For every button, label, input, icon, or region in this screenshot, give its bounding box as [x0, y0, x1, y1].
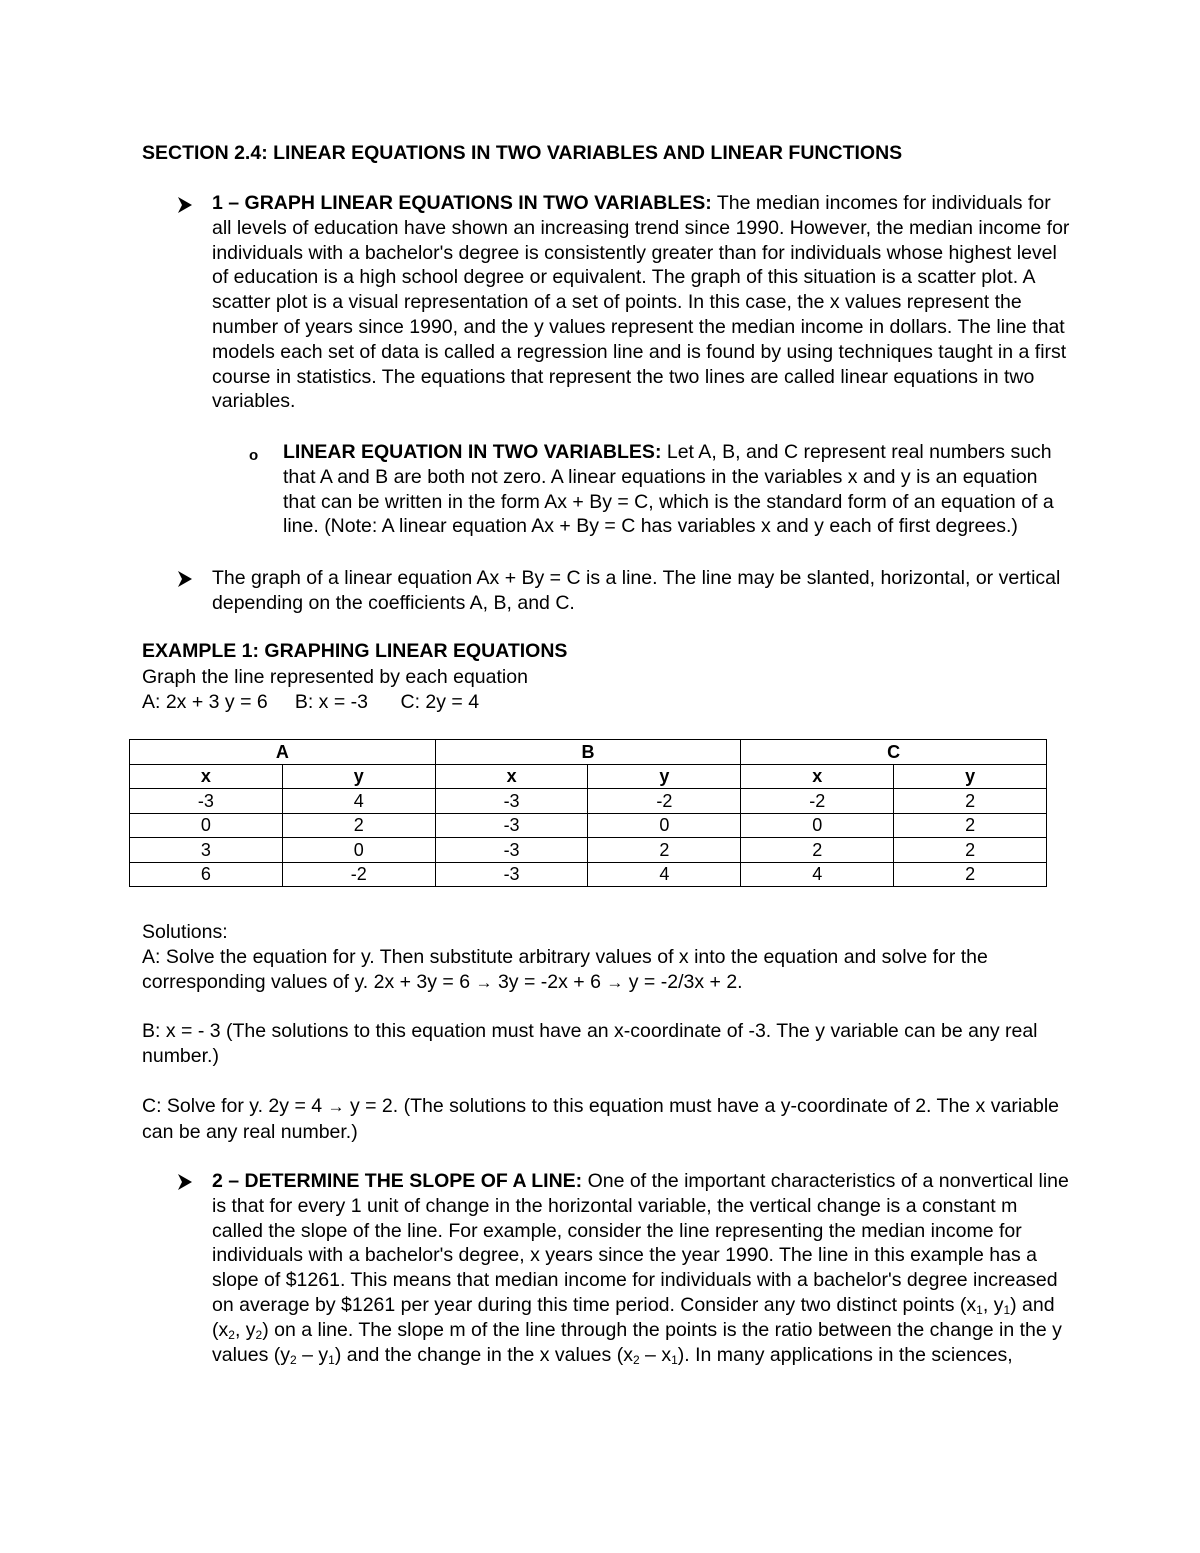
- implies-arrow-icon: →: [606, 972, 624, 992]
- bullet-heading: 1 – GRAPH LINEAR EQUATIONS IN TWO VARIABLES:: [212, 192, 712, 214]
- solution-a-step: y = -2/3x + 2.: [628, 970, 743, 993]
- table-cell: 6: [130, 862, 283, 887]
- table-row: [130, 789, 1047, 814]
- subscript: 2: [632, 1352, 640, 1367]
- table-row: [130, 862, 1047, 887]
- subscript: 1: [1003, 1302, 1011, 1317]
- bullet-body: ). In many applications in the sciences,: [677, 1343, 1013, 1366]
- table-cell: 2: [894, 862, 1047, 887]
- example-equations: A: 2x + 3 y = 6 B: x = -3 C: 2y = 4: [142, 691, 480, 713]
- table-column-row: [130, 764, 1047, 789]
- bullet-body: One of the important characteristics of a nonvertical line is that for every 1 unit of change in the horizontal variable, the vertical change is a constant m called the slope of the line. For example, consider the line representing the median income for individuals with a bachelor's degree, x years since the year 1990. The line in this example has a slope of $1261. This means that median income for individuals with a bachelor's degree increased on average by $1261 per year during this time period. Consider any two distinct points (x: [212, 1170, 1069, 1316]
- solution-b: B: x = - 3 (The solutions to this equation must have an x-coordinate of -3. The y variable can be any real number.): [142, 1020, 1038, 1067]
- section-title: SECTION 2.4: LINEAR EQUATIONS IN TWO VARIABLES AND LINEAR FUNCTIONS: [142, 142, 903, 164]
- values-table: [129, 739, 1047, 887]
- table-column-header: y: [282, 764, 435, 789]
- table-group-row: [130, 740, 1047, 765]
- subscript: 1: [671, 1352, 678, 1367]
- sub-bullet-heading: LINEAR EQUATION IN TWO VARIABLES:: [283, 441, 662, 463]
- table-cell: -3: [435, 813, 588, 838]
- sub-bullet-marker: o: [249, 447, 259, 464]
- arrow-bullet-icon: [176, 569, 194, 589]
- example-instruction: Graph the line represented by each equation: [142, 666, 528, 688]
- table-cell: 0: [588, 813, 741, 838]
- subscript: 1: [976, 1302, 983, 1317]
- table-group-header: A: [130, 740, 436, 765]
- solution-a: [142, 945, 1072, 996]
- table-cell: 2: [588, 838, 741, 863]
- solution-c: [142, 1094, 1072, 1145]
- subscript: 1: [328, 1352, 335, 1367]
- table-group-header: C: [741, 740, 1047, 765]
- table-column-header: y: [588, 764, 741, 789]
- sub-bullet-body: Let A, B, and C represent real numbers such that A and B are both not zero. A linear equations in the variables x and y is an equation that can be written in the form Ax + By = C, which is the standard form of an equation of a line. (Note: A linear equation Ax + By = C has variables x and y each of first degrees.): [283, 441, 1054, 538]
- table-column-header: x: [435, 764, 588, 789]
- table-cell: 2: [894, 838, 1047, 863]
- bullet-body: – y: [296, 1343, 329, 1366]
- bullet-body: ) and the change in the x values (x: [334, 1343, 633, 1366]
- table-cell: -2: [588, 789, 741, 814]
- table-cell: 4: [282, 789, 435, 814]
- table-cell: -2: [741, 789, 894, 814]
- bullet-body: The median incomes for individuals for all levels of education have shown an increasing trend since 1990. However, the median income for individuals with a bachelor's degree is consistently greater than for individuals whose highest level of education is a high school degree or equivalent. The graph of this situation is a scatter plot. A scatter plot is a visual representation of a set of points. In this case, the x values represent the number of years since 1990, and the y values represent the median income in dollars. The line that models each set of data is called a regression line and is found by using techniques taught in a first course in statistics. The equations that represent the two lines are called linear equations in two variables.: [212, 192, 1070, 413]
- table-column-header: x: [130, 764, 283, 789]
- solution-a-text: A: Solve the equation for y. Then substitute arbitrary values of x into the equation and solve for the corresponding values of y. 2x + 3y = 6: [142, 946, 988, 993]
- bullet-body: ) and (x: [212, 1293, 1055, 1341]
- table-cell: -3: [435, 838, 588, 863]
- example-title: EXAMPLE 1: GRAPHING LINEAR EQUATIONS: [142, 640, 568, 662]
- table-cell: 4: [588, 862, 741, 887]
- table-cell: 0: [130, 813, 283, 838]
- bullet-body: – x: [639, 1343, 672, 1366]
- solution-c-text: y = 2. (The solutions to this equation must have a y-coordinate of 2. The x variable can be any real number.): [142, 1095, 1060, 1143]
- table-cell: -3: [435, 789, 588, 814]
- table-cell: 2: [894, 813, 1047, 838]
- table-cell: 0: [282, 838, 435, 863]
- table-cell: 0: [741, 813, 894, 838]
- subscript: 2: [255, 1327, 263, 1342]
- table-column-header: y: [894, 764, 1047, 789]
- table-row: [130, 813, 1047, 838]
- table-cell: 4: [741, 862, 894, 887]
- table-column-header: x: [741, 764, 894, 789]
- table-cell: -3: [435, 862, 588, 887]
- implies-arrow-icon: →: [475, 972, 493, 992]
- bullet-graph-is-line: The graph of a linear equation Ax + By = C is a line. The line may be slanted, horizontal, or vertical depending on the coefficients A, B, and C.: [212, 567, 1061, 614]
- subscript: 2: [290, 1352, 297, 1367]
- table-cell: 2: [282, 813, 435, 838]
- table-cell: -3: [130, 789, 283, 814]
- arrow-bullet-icon: [176, 195, 194, 215]
- table-cell: 2: [894, 789, 1047, 814]
- bullet-body: , y: [982, 1293, 1004, 1316]
- implies-arrow-icon: →: [327, 1097, 345, 1116]
- bullet-slope-of-line: [212, 1169, 1072, 1367]
- bullet-body: ) on a line. The slope m of the line through the points is the ratio between the change in the y values (y: [212, 1318, 1062, 1366]
- table-cell: 3: [130, 838, 283, 863]
- subscript: 2: [228, 1327, 235, 1342]
- solutions-heading: Solutions:: [142, 921, 228, 943]
- table-cell: -2: [282, 862, 435, 887]
- table-cell: 2: [741, 838, 894, 863]
- table-group-header: B: [435, 740, 741, 765]
- sub-bullet-definition: [283, 440, 1073, 539]
- bullet-graph-linear-equations: [212, 191, 1072, 414]
- bullet-heading: 2 – DETERMINE THE SLOPE OF A LINE:: [212, 1170, 583, 1192]
- bullet-body: , y: [234, 1318, 256, 1341]
- solution-a-step: 3y = -2x + 6: [497, 970, 601, 993]
- table-row: [130, 838, 1047, 863]
- arrow-bullet-icon: [176, 1172, 194, 1192]
- solution-c-text: C: Solve for y. 2y = 4: [142, 1095, 323, 1117]
